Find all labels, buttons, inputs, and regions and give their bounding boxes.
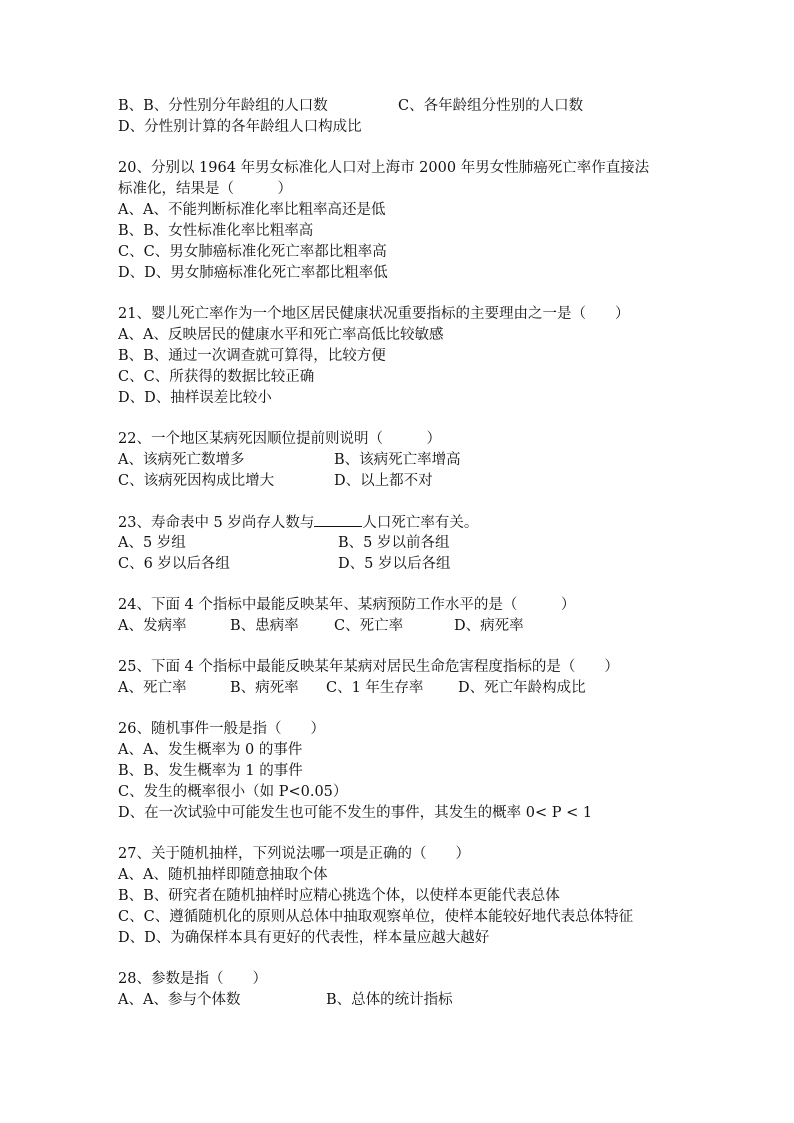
q19-options-row-1	[118, 96, 688, 117]
q26-stem: 26、随机事件一般是指（ ）	[118, 721, 325, 737]
q20-option-a: A、A、不能判断标准化率比粗率高还是低	[118, 202, 386, 218]
q26-option-c: C、发生的概率很小（如 P<0.05）	[118, 784, 348, 800]
q28-option-b: B、总体的统计指标	[326, 992, 453, 1008]
q23-options-row-2	[118, 554, 688, 575]
q24-stem: 24、下面 4 个指标中最能反映某年、某病预防工作水平的是（ ）	[118, 597, 576, 613]
q25-option-c: C、1 年生存率	[326, 680, 424, 696]
q24-option-a: A、发病率	[118, 618, 187, 634]
q19-option-c: C、各年龄组分性别的人口数	[398, 98, 584, 114]
q20-stem-line-2: 标准化，结果是（ ）	[118, 181, 292, 197]
q19-option-d: D、分性别计算的各年龄组人口构成比	[118, 119, 362, 135]
q22-options-row-2	[118, 471, 688, 492]
q22-option-a: A、该病死亡数增多	[118, 452, 245, 468]
q23-stem-suffix: 人口死亡率有关。	[362, 515, 479, 531]
q24-options-row	[118, 616, 688, 637]
q25-stem: 25、下面 4 个指标中最能反映某年某病对居民生命危害程度指标的是（ ）	[118, 659, 619, 675]
q22-option-b: B、该病死亡率增高	[334, 452, 461, 468]
q26-option-b: B、B、发生概率为 1 的事件	[118, 763, 303, 779]
q21-stem: 21、婴儿死亡率作为一个地区居民健康状况重要指标的主要理由之一是（ ）	[118, 306, 630, 322]
q23-fill-blank	[314, 512, 362, 527]
q22-stem: 22、一个地区某病死因顺位提前则说明（ ）	[118, 431, 441, 447]
q21-option-c: C、C、所获得的数据比较正确	[118, 369, 315, 385]
q23-stem	[118, 512, 688, 533]
q24-option-d: D、病死率	[454, 618, 524, 634]
q21-option-b: B、B、通过一次调查就可算得，比较方便	[118, 348, 386, 364]
q24-option-c: C、死亡率	[334, 618, 404, 634]
q20-stem-line-1: 20、分别以 1964 年男女标准化人口对上海市 2000 年男女性肺癌死亡率作直接法	[118, 160, 650, 176]
q23-option-d: D、5 岁以后各组	[338, 556, 451, 572]
q27-option-a: A、A、随机抽样即随意抽取个体	[118, 867, 328, 883]
q23-option-b: B、5 岁以前各组	[338, 535, 450, 551]
q22-options-row-1	[118, 450, 688, 471]
q26-option-a: A、A、发生概率为 0 的事件	[118, 742, 303, 758]
q28-stem: 28、参数是指（ ）	[118, 971, 267, 987]
q27-option-b: B、B、研究者在随机抽样时应精心挑选个体，以使样本更能代表总体	[118, 888, 560, 904]
question-list	[118, 96, 688, 1011]
q27-option-d: D、D、为确保样本具有更好的代表性，样本量应越大越好	[118, 930, 490, 946]
q27-option-c: C、C、遵循随机化的原则从总体中抽取观察单位，使样本能较好地代表总体特征	[118, 909, 634, 925]
q23-options-row-1	[118, 533, 688, 554]
q25-option-b: B、病死率	[230, 680, 299, 696]
q22-option-d: D、以上都不对	[334, 473, 433, 489]
q22-option-c: C、该病死因构成比增大	[118, 473, 275, 489]
q27-stem: 27、关于随机抽样，下列说法哪一项是正确的（ ）	[118, 846, 470, 862]
q23-stem-prefix: 23、寿命表中 5 岁尚存人数与	[118, 515, 315, 531]
q21-option-d: D、D、抽样误差比较小	[118, 390, 272, 406]
q25-option-a: A、死亡率	[118, 680, 187, 696]
q28-option-a: A、A、参与个体数	[118, 992, 241, 1008]
q28-options-row	[118, 990, 688, 1011]
q24-option-b: B、患病率	[230, 618, 299, 634]
q23-option-c: C、6 岁以后各组	[118, 556, 230, 572]
q19-option-b: B、B、分性别分年龄组的人口数	[118, 98, 328, 114]
q20-option-d: D、D、男女肺癌标准化死亡率都比粗率低	[118, 265, 388, 281]
q25-option-d: D、死亡年龄构成比	[458, 680, 586, 696]
q25-options-row	[118, 678, 688, 699]
q26-option-d: D、在一次试验中可能发生也可能不发生的事件，其发生的概率 0< P < 1	[118, 805, 593, 821]
q23-option-a: A、5 岁组	[118, 535, 186, 551]
q21-option-a: A、A、反映居民的健康水平和死亡率高低比较敏感	[118, 327, 444, 343]
q20-option-c: C、C、男女肺癌标准化死亡率都比粗率高	[118, 244, 387, 260]
q20-option-b: B、B、女性标准化率比粗率高	[118, 223, 314, 239]
